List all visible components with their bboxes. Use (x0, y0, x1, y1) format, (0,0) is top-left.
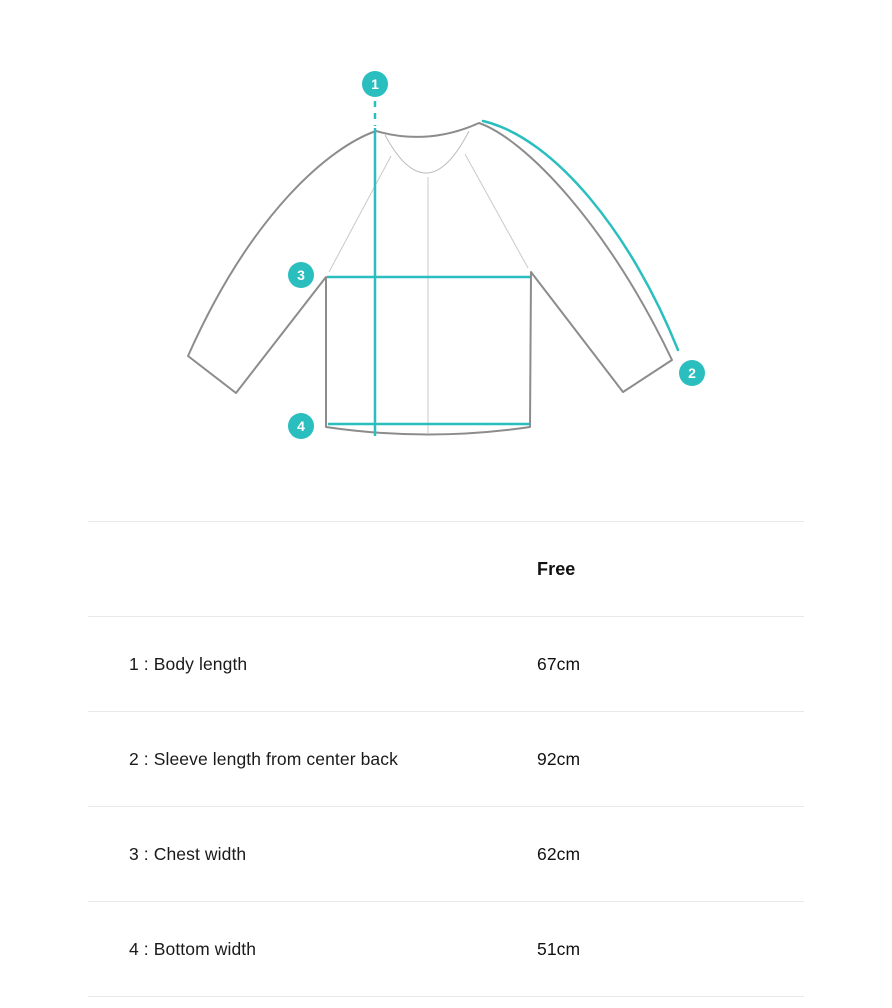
measurement-label: 1 : Body length (129, 653, 248, 674)
marker-1-badge (362, 71, 388, 97)
shirt-measurement-svg (0, 0, 892, 500)
measurement-label: 2 : Sleeve length from center back (129, 748, 398, 769)
measurement-value: 62cm (537, 843, 581, 864)
measurement-value: 92cm (537, 748, 581, 769)
size-column-header: Free (537, 558, 576, 579)
marker-2-badge (679, 360, 705, 386)
measurement-label: 3 : Chest width (129, 843, 247, 864)
marker-3-badge (288, 262, 314, 288)
measurement-value: 51cm (537, 938, 581, 959)
table-row (88, 902, 804, 997)
size-table (88, 521, 804, 997)
table-row (88, 712, 804, 807)
measurement-value: 67cm (537, 653, 581, 674)
measurement-label: 4 : Bottom width (129, 938, 257, 959)
shirt-outline (188, 123, 672, 435)
size-diagram (0, 0, 892, 500)
marker-1-label: 1 (371, 76, 379, 92)
table-row (88, 807, 804, 902)
marker-4-label: 4 (297, 418, 305, 434)
marker-3-label: 3 (297, 267, 305, 283)
size-table-header-row (88, 522, 804, 617)
table-row (88, 617, 804, 712)
marker-4-badge (288, 413, 314, 439)
marker-2-label: 2 (688, 365, 696, 381)
